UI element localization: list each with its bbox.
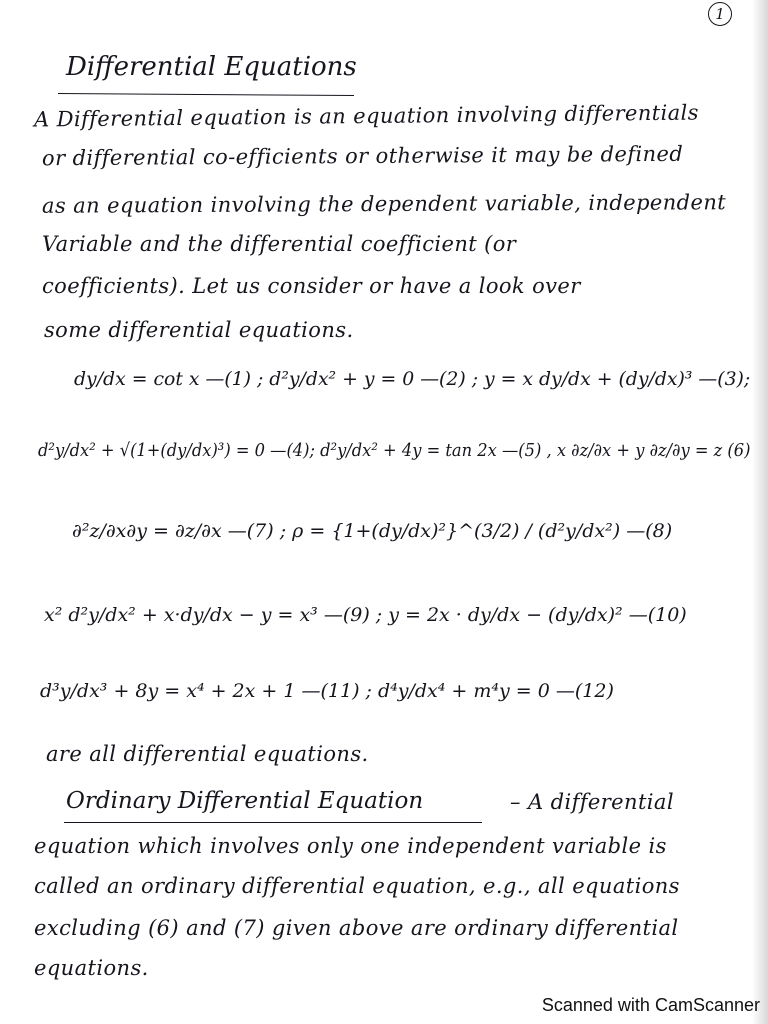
intro-line-3: as an equation involving the dependent variable, independent <box>41 190 727 218</box>
page-edge-shadow <box>752 0 768 1024</box>
intro-line-5: coefficients). Let us consider or have a look over <box>42 274 581 298</box>
ordinary-line-2: equation which involves only one independent variable is <box>34 834 667 858</box>
ordinary-line-5: equations. <box>34 956 149 980</box>
intro-line-4: Variable and the differential coefficient (or <box>42 232 517 256</box>
ordinary-de-heading: Ordinary Differential Equation <box>66 788 424 814</box>
are-all-line: are all differential equations. <box>46 742 369 766</box>
scanner-watermark: Scanned with CamScanner <box>541 995 760 1015</box>
intro-line-6: some differential equations. <box>44 318 354 342</box>
ordinary-line-3: called an ordinary differential equation, e.g., all equations <box>34 874 680 898</box>
equation-line-3: ∂²z/∂x∂y = ∂z/∂x —(7) ; ρ = {1+(dy/dx)²}^(3/2) / (d²y/dx²) —(8) <box>72 520 673 542</box>
page-number: 1 <box>715 5 725 23</box>
equation-line-4: x² d²y/dx² + x·dy/dx − y = x³ —(9) ; y = 2x · dy/dx − (dy/dx)² —(10) <box>44 604 687 626</box>
ordinary-heading-underline <box>64 822 482 823</box>
page-number-badge <box>708 2 732 26</box>
intro-line-2: or differential co-efficients or otherwise it may be defined <box>41 141 684 171</box>
equation-line-2: d²y/dx² + √(1+(dy/dx)³) = 0 —(4); d²y/dx² + 4y = tan 2x —(5) , x ∂z/∂x + y ∂z/∂y = z (6) <box>38 440 751 461</box>
equation-line-5: d³y/dx³ + 8y = x⁴ + 2x + 1 —(11) ; d⁴y/dx⁴ + m⁴y = 0 —(12) <box>40 680 614 702</box>
equation-line-1: dy/dx = cot x —(1) ; d²y/dx² + y = 0 —(2) ; y = x dy/dx + (dy/dx)³ —(3); <box>74 368 751 390</box>
ordinary-line-1: – A differential <box>510 790 674 814</box>
page-title: Differential Equations <box>66 52 357 82</box>
intro-line-1: A Differential equation is an equation involving differentials <box>33 100 700 132</box>
title-underline <box>58 93 354 96</box>
ordinary-line-4: excluding (6) and (7) given above are ordinary differential <box>34 916 679 940</box>
